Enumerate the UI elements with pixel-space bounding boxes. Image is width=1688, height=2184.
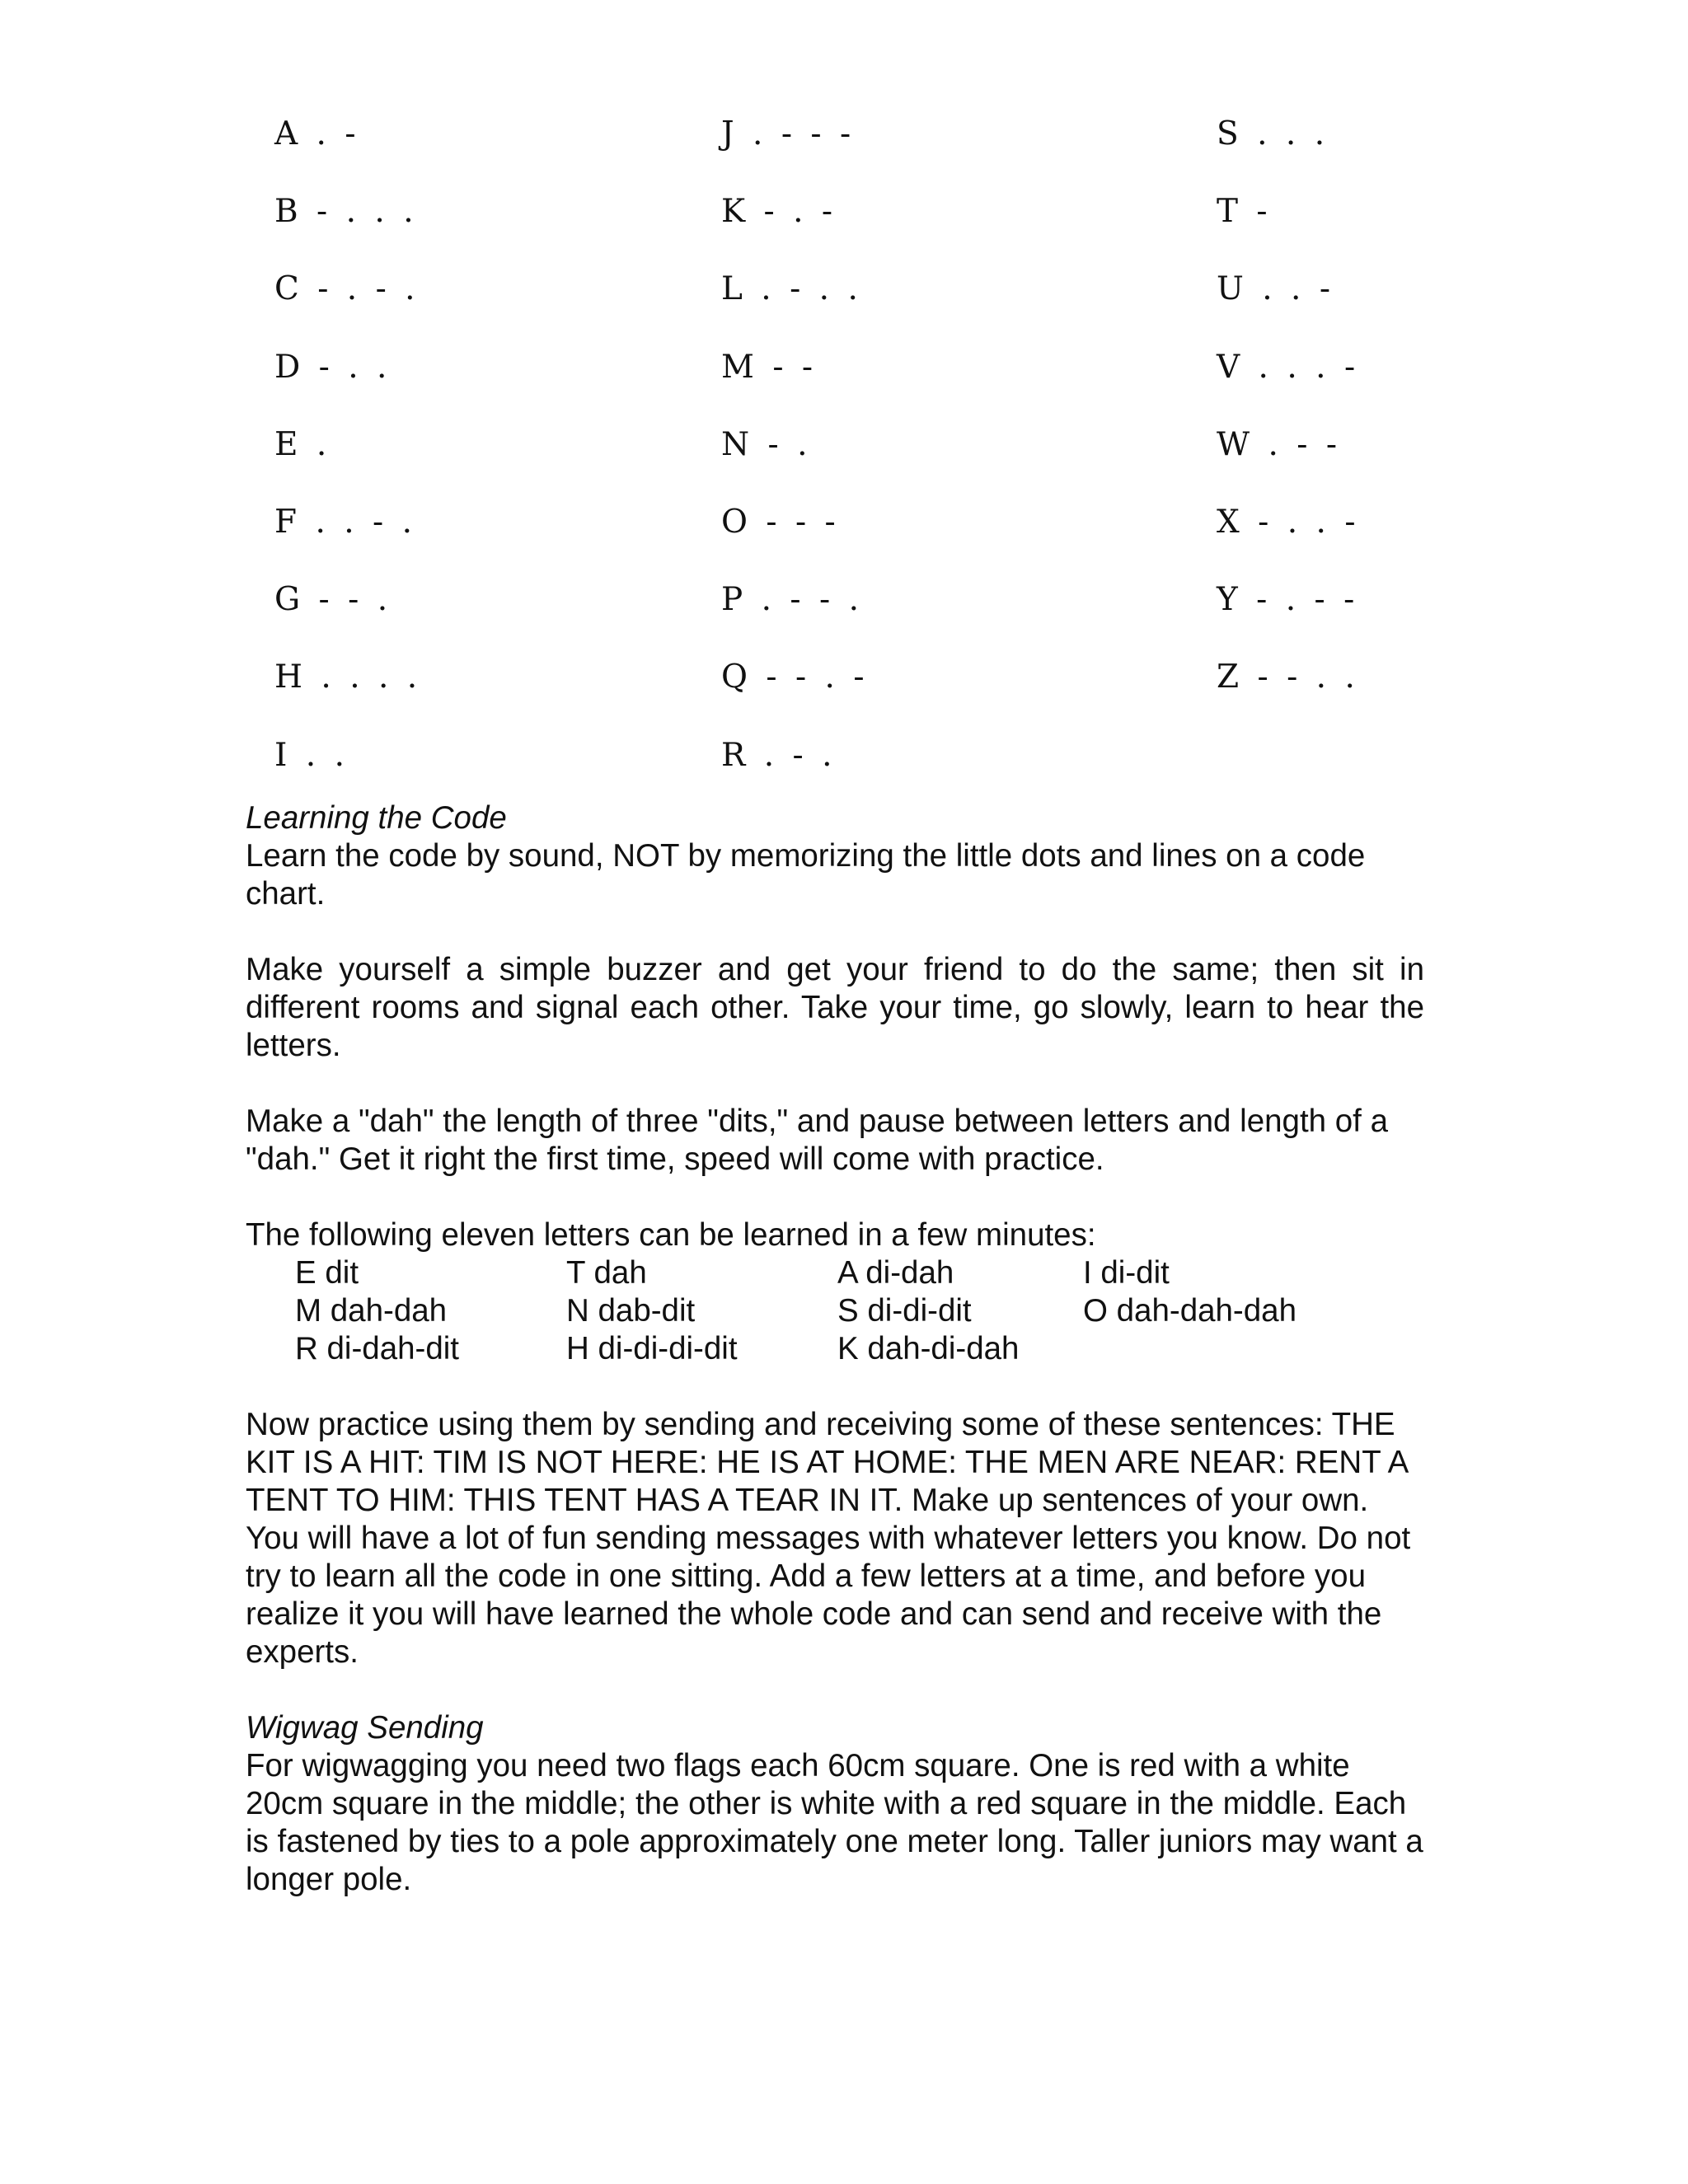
morse-letter-v: V . . . - [1217, 348, 1360, 386]
learning-paragraph-1: Learn the code by sound, NOT by memorizing the little dots and lines on a code chart. [246, 838, 1366, 912]
morse-column-a-i [274, 115, 421, 814]
morse-letter-f: F . . - . [274, 503, 417, 541]
morse-letter-p: P . - - . [721, 581, 863, 619]
morse-letter-h: H . . . . [274, 658, 422, 696]
eleven-letters-intro: The following eleven letters can be learned in a few minutes: [246, 1217, 1096, 1253]
morse-letter-d: D - . . [274, 348, 392, 386]
letter-sound-h: H di-di-di-dit [566, 1331, 738, 1366]
morse-letter-b: B - . . . [274, 193, 418, 231]
morse-letter-q: Q - - . - [721, 658, 869, 696]
morse-letter-c: C - . - . [274, 270, 420, 308]
morse-letter-z: Z - - . . [1217, 658, 1359, 696]
morse-letter-t: T - [1217, 193, 1272, 231]
morse-column-s-z [1217, 115, 1360, 737]
letter-sound-s: S di-di-dit [837, 1293, 972, 1329]
eleven-letters-list [295, 1254, 1424, 1368]
letter-sound-k: K dah-di-dah [837, 1331, 1020, 1366]
letter-sound-o: O dah-dah-dah [1083, 1293, 1296, 1329]
letter-sound-t: T dah [566, 1255, 647, 1291]
practice-paragraph: Now practice using them by sending and receiving some of these sentences: THE KIT IS A HIT: TIM IS NOT HERE: HE IS AT HOME: THE MEN ARE NEAR: RENT A TENT TO HIM: THIS TENT HAS A TEAR IN IT. Make up sentences of your own. You will have a lot of fun sending messages with whatever letters you know. Do not try to learn all the code in one sitting. Add a few letters at a time, and before you realize it you will have learned the whole code and can send and receive with the experts. [246, 1407, 1411, 1670]
morse-letter-r: R . - . [721, 736, 837, 774]
document-body [246, 799, 1424, 1899]
letter-sound-r: R di-dah-dit [295, 1331, 460, 1366]
letter-sound-i: I di-dit [1083, 1255, 1170, 1291]
morse-letter-u: U . . - [1217, 270, 1335, 308]
letter-sound-empty [1083, 1330, 1330, 1368]
morse-code-table [0, 0, 1688, 808]
morse-letter-o: O - - - [721, 503, 840, 541]
letter-sound-a: A di-dah [837, 1255, 954, 1291]
morse-letter-w: W . - - [1217, 425, 1342, 463]
letter-sound-e: E dit [295, 1255, 359, 1291]
morse-column-j-r [721, 115, 869, 814]
morse-letter-y: Y - . - - [1217, 581, 1359, 619]
learning-paragraph-3: Make a "dah" the length of three "dits," and pause between letters and length of a "dah." Get it right the first time, speed will come with practice. [246, 1104, 1388, 1177]
morse-letter-l: L . - . . [721, 270, 862, 308]
letter-sound-n: N dab-dit [566, 1293, 696, 1329]
morse-letter-m: M - - [721, 348, 818, 386]
morse-letter-k: K - . - [721, 193, 837, 231]
morse-letter-j: J . - - - [721, 115, 856, 152]
learning-heading: Learning the Code [246, 800, 507, 836]
letter-sound-m: M dah-dah [295, 1293, 448, 1329]
wigwag-paragraph: For wigwagging you need two flags each 60cm square. One is red with a white 20cm square in the middle; the other is white with a red square in the middle. Each is fastened by ties to a pole approximately one meter long. Taller juniors may want a longer pole. [246, 1748, 1423, 1897]
morse-letter-g: G - - . [274, 581, 392, 619]
learning-paragraph-2: Make yourself a simple buzzer and get your friend to do the same; then sit in different rooms and signal each other. Take your time, go slowly, learn to hear the letters. [246, 952, 1424, 1063]
morse-letter-a: A . - [274, 115, 360, 152]
morse-letter-x: X - . . - [1217, 503, 1360, 541]
morse-letter-e: E . [274, 425, 331, 463]
morse-letter-n: N - . [721, 425, 812, 463]
morse-letter-i: I . . [274, 736, 349, 774]
morse-letter-s: S . . . [1217, 115, 1329, 152]
wigwag-heading: Wigwag Sending [246, 1710, 484, 1746]
